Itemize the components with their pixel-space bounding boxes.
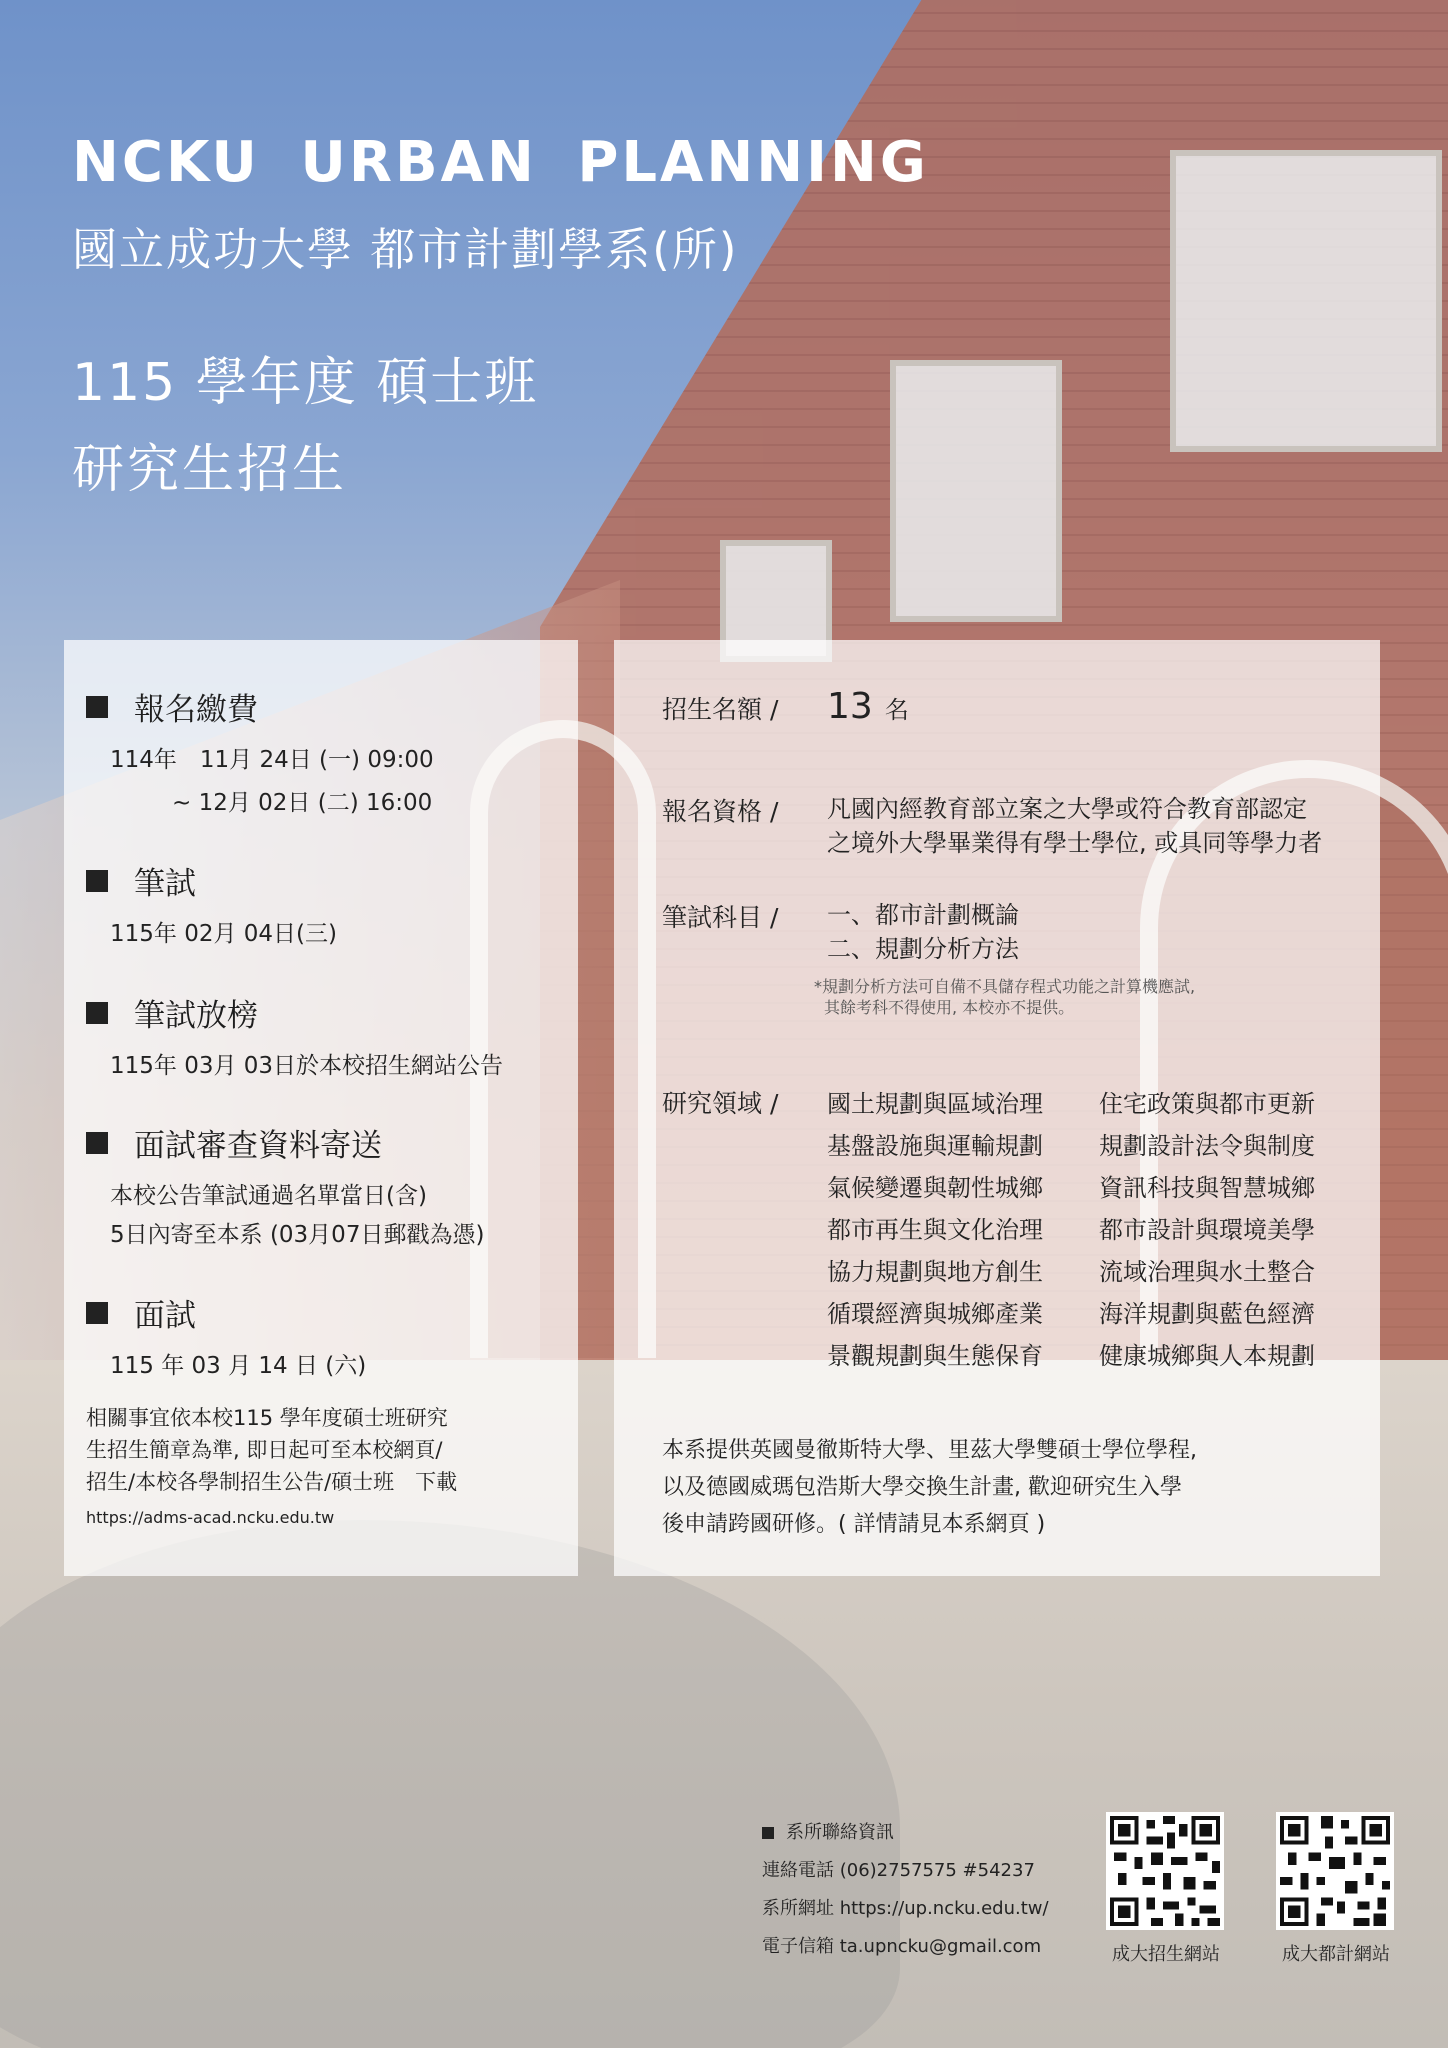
- admission-url: https://adms-acad.ncku.edu.tw: [86, 1508, 335, 1527]
- research-field: 景觀規劃與生態保育: [827, 1342, 1043, 1370]
- eligibility-line: 之境外大學畢業得有學士學位, 或具同等學力者: [827, 829, 1323, 857]
- exam-results-section: [86, 990, 503, 1080]
- exchange-program-note: [662, 1432, 1322, 1543]
- interview-docs-line: 本校公告筆試通過名單當日(含): [110, 1183, 427, 1209]
- interview-section: [86, 1290, 366, 1380]
- bullet-square-icon: [762, 1827, 774, 1839]
- contact-phone: 連絡電話 (06)2757575 #54237: [762, 1860, 1035, 1881]
- note-line: 生招生簡章為準, 即日起可至本校網頁/: [86, 1438, 443, 1462]
- note-line: *規劃分析方法可自備不具儲存程式功能之計算機應試,: [814, 977, 1196, 996]
- written-exam-section: [86, 858, 337, 948]
- qr-code-admissions-icon[interactable]: [1106, 1812, 1224, 1930]
- contact-heading: 系所聯絡資訊: [786, 1822, 894, 1843]
- title-chinese: 國立成功大學 都市計劃學系(所): [72, 223, 739, 276]
- poster-header: [72, 130, 929, 502]
- research-field: 基盤設施與運輸規劃: [827, 1132, 1043, 1160]
- section-heading: 報名繳費: [134, 692, 258, 728]
- research-field: 氣候變遷與韌性城鄉: [827, 1174, 1043, 1202]
- note-line: 招生/本校各學制招生公告/碩士班 下載: [86, 1470, 458, 1494]
- quota-value: 13: [827, 686, 873, 727]
- research-field: 健康城鄉與人本規劃: [1099, 1342, 1315, 1370]
- quota-unit: 名: [884, 696, 909, 724]
- eligibility-line: 凡國內經教育部立案之大學或符合教育部認定: [827, 795, 1307, 823]
- title-academic-year: 115 學年度 碩士班: [72, 353, 539, 413]
- bullet-square-icon: [86, 870, 108, 892]
- section-heading: 面試: [134, 1298, 196, 1334]
- interview-date: 115 年 03 月 14 日 (六): [110, 1353, 367, 1379]
- exam-results-date: 115年 03月 03日於本校招生網站公告: [110, 1053, 504, 1079]
- bullet-square-icon: [86, 1132, 108, 1154]
- calculator-note: [814, 976, 1195, 1018]
- eligibility-label: 報名資格 /: [662, 797, 779, 826]
- research-field: 國土規劃與區域治理: [827, 1090, 1043, 1118]
- schedule-panel: [64, 640, 578, 1576]
- subject-item: 二、規劃分析方法: [827, 935, 1019, 963]
- bullet-square-icon: [86, 696, 108, 718]
- section-heading: 面試審查資料寄送: [134, 1128, 382, 1164]
- quota-label: 招生名額 /: [662, 695, 779, 724]
- research-field: 流域治理與水土整合: [1099, 1258, 1315, 1286]
- research-field: 都市再生與文化治理: [827, 1216, 1043, 1244]
- research-field: 協力規劃與地方創生: [827, 1258, 1043, 1286]
- exchange-line: 以及德國威瑪包浩斯大學交換生計畫, 歡迎研究生入學: [662, 1475, 1182, 1500]
- bullet-square-icon: [86, 1302, 108, 1324]
- research-field: 都市設計與環境美學: [1099, 1216, 1315, 1244]
- note-line: 其餘考科不得使用, 本校亦不提供。: [824, 998, 1075, 1017]
- title-english: NCKU URBAN PLANNING: [72, 130, 929, 195]
- research-field: 循環經濟與城鄉產業: [827, 1300, 1043, 1328]
- interview-docs-section: [86, 1120, 484, 1249]
- interview-docs-line: 5日內寄至本系 (03月07日郵戳為憑): [110, 1222, 485, 1248]
- section-heading: 筆試: [134, 866, 196, 902]
- contact-website[interactable]: 系所網址 https://up.ncku.edu.tw/: [762, 1898, 1049, 1919]
- contact-email[interactable]: 電子信箱 ta.upncku@gmail.com: [762, 1936, 1042, 1957]
- qr-code-department-icon[interactable]: [1276, 1812, 1394, 1930]
- eligibility-row: [662, 792, 1322, 860]
- program-info-panel: [614, 640, 1380, 1576]
- qr-label-admissions: 成大招生網站: [1112, 1944, 1220, 1965]
- note-line: 相關事宜依本校115 學年度碩士班研究: [86, 1406, 448, 1430]
- research-field: 住宅政策與都市更新: [1099, 1090, 1315, 1118]
- admission-note: [86, 1402, 506, 1534]
- exchange-line: 本系提供英國曼徹斯特大學、里茲大學雙碩士學位學程,: [662, 1438, 1197, 1463]
- subject-item: 一、都市計劃概論: [827, 901, 1019, 929]
- building-window: [1170, 150, 1442, 452]
- research-label: 研究領域 /: [662, 1089, 779, 1118]
- subjects-row: [662, 898, 1019, 966]
- contact-info: [762, 1814, 1049, 1966]
- quota-row: [662, 686, 909, 727]
- registration-section: [86, 684, 434, 817]
- title-recruitment: 研究生招生: [72, 440, 348, 500]
- bullet-square-icon: [86, 1002, 108, 1024]
- exchange-line: 後申請跨國研修。( 詳情請見本系網頁 ): [662, 1512, 1046, 1537]
- research-row: [662, 1084, 1339, 1371]
- research-field: 資訊科技與智慧城鄉: [1099, 1174, 1315, 1202]
- registration-end: ~ 12月 02日 (二) 16:00: [172, 790, 433, 816]
- qr-label-department: 成大都計網站: [1282, 1944, 1390, 1965]
- research-field: 海洋規劃與藍色經濟: [1099, 1300, 1315, 1328]
- section-heading: 筆試放榜: [134, 998, 258, 1034]
- research-fields: [827, 1084, 1339, 1371]
- subjects-label: 筆試科目 /: [662, 903, 779, 932]
- registration-start: 114年 11月 24日 (一) 09:00: [110, 747, 434, 773]
- research-field: 規劃設計法令與制度: [1099, 1132, 1315, 1160]
- written-exam-date: 115年 02月 04日(三): [110, 921, 338, 947]
